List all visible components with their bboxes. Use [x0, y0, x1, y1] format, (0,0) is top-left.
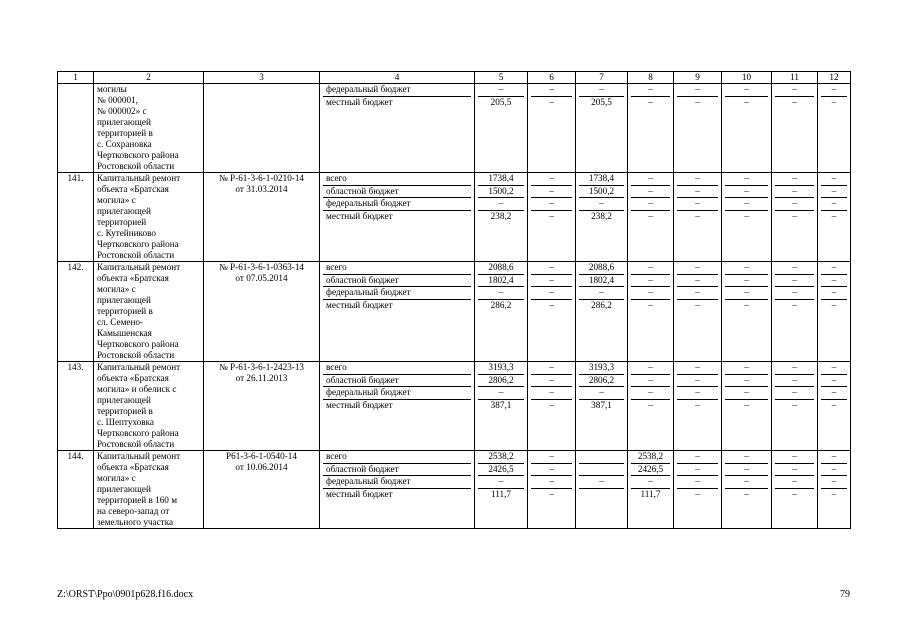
- value-cell: –: [725, 464, 768, 477]
- value-cell: –: [549, 96, 554, 107]
- value-cell: –: [531, 387, 572, 400]
- value-cell: –: [579, 387, 624, 400]
- value-cell: 2538,2: [631, 451, 670, 464]
- value-cell: –: [531, 375, 572, 388]
- value-cell: –: [677, 375, 718, 388]
- value-cell: 2538,2: [478, 451, 524, 464]
- value-cell: –: [792, 399, 797, 410]
- funding-source-label: местный бюджет: [326, 399, 393, 410]
- value-column-5: [475, 173, 528, 262]
- value-cell: –: [531, 173, 572, 186]
- value-column-8: [628, 84, 674, 173]
- value-cell: –: [831, 210, 837, 221]
- value-cell: –: [725, 362, 768, 375]
- value-cell: [579, 464, 624, 477]
- value-cell: –: [775, 375, 814, 388]
- value-cell: –: [549, 488, 554, 499]
- funding-source-label: областной бюджет: [323, 375, 471, 388]
- value-cell: –: [831, 399, 837, 410]
- value-cell: –: [677, 287, 718, 300]
- value-column-11: [772, 362, 818, 451]
- value-cell: –: [831, 488, 837, 499]
- header-row: [58, 72, 851, 84]
- value-column-9: [674, 262, 722, 362]
- value-column-11: [772, 451, 818, 529]
- value-column-5: [475, 451, 528, 529]
- value-cell: –: [831, 96, 837, 107]
- value-cell: –: [775, 275, 814, 288]
- value-cell: –: [725, 275, 768, 288]
- object-name: Капитальный ремонт объекта «Братская могила» с прилегающей территорией в сл. Семено- Камышенская Чертковского района Ростовской области: [94, 262, 204, 362]
- value-column-5: [475, 362, 528, 451]
- value-cell: 2426,5: [478, 464, 524, 477]
- value-cell: –: [725, 198, 768, 211]
- value-cell: 1738,4: [478, 173, 524, 186]
- value-column-10: [722, 451, 772, 529]
- value-cell: 1802,4: [579, 275, 624, 288]
- value-column-12: [818, 262, 851, 362]
- object-name: Капитальный ремонт объекта «Братская могила» с прилегающей территорией в 160 м на северо-запад от земельного участка: [94, 451, 204, 529]
- value-cell: –: [677, 362, 718, 375]
- value-cell: –: [775, 173, 814, 186]
- value-cell: –: [775, 186, 814, 199]
- document-reference: [204, 84, 320, 173]
- document-reference: Р61-3-6-1-0540-14 от 10.06.2014: [204, 451, 320, 529]
- value-column-5: [475, 84, 528, 173]
- value-cell: –: [531, 198, 572, 211]
- value-cell: –: [677, 173, 718, 186]
- value-cell: 387,1: [591, 399, 612, 410]
- object-name: могилы № 000001, № 000002» с прилегающей территорией в с. Сохрановка Чертковского района Ростовской области: [94, 84, 204, 173]
- value-cell: –: [579, 198, 624, 211]
- column-header-11: 11: [772, 72, 818, 84]
- funding-source-label: местный бюджет: [326, 488, 393, 499]
- value-column-11: [772, 84, 818, 173]
- document-reference: № Р-61-3-6-1-2423-13 от 26.11.2013: [204, 362, 320, 451]
- value-cell: –: [549, 299, 554, 310]
- value-column-8: [628, 262, 674, 362]
- value-cell: 205,5: [591, 96, 612, 107]
- column-header-8: 8: [628, 72, 674, 84]
- funding-source-label: местный бюджет: [326, 210, 393, 221]
- value-cell: –: [631, 173, 670, 186]
- value-cell: 286,2: [591, 299, 612, 310]
- value-cell: –: [648, 210, 653, 221]
- funding-sources: [320, 173, 475, 262]
- document-reference: № Р-61-3-6-1-0363-14 от 07.05.2014: [204, 262, 320, 362]
- value-cell: –: [775, 476, 814, 489]
- value-cell: –: [821, 476, 847, 489]
- value-cell: –: [478, 387, 524, 400]
- value-cell: –: [695, 96, 700, 107]
- row-number: 144.: [58, 451, 94, 529]
- value-column-6: [528, 262, 576, 362]
- value-cell: 2088,6: [579, 262, 624, 275]
- value-cell: –: [792, 96, 797, 107]
- value-cell: –: [744, 488, 749, 499]
- value-column-8: [628, 362, 674, 451]
- table-row: [58, 362, 851, 451]
- value-cell: –: [677, 275, 718, 288]
- value-column-11: [772, 173, 818, 262]
- funding-sources: [320, 84, 475, 173]
- value-column-12: [818, 84, 851, 173]
- value-column-10: [722, 84, 772, 173]
- value-cell: –: [775, 387, 814, 400]
- value-cell: –: [677, 451, 718, 464]
- value-cell: –: [744, 399, 749, 410]
- value-cell: 1500,2: [478, 186, 524, 199]
- value-cell: –: [677, 476, 718, 489]
- value-column-6: [528, 362, 576, 451]
- page-number: 79: [840, 589, 850, 600]
- object-name: Капитальный ремонт объекта «Братская могила» с прилегающей территорией с. Кутейниково Чертковского района Ростовской области: [94, 173, 204, 262]
- value-cell: –: [775, 464, 814, 477]
- value-cell: –: [725, 186, 768, 199]
- value-cell: –: [549, 210, 554, 221]
- value-cell: –: [631, 375, 670, 388]
- value-cell: –: [725, 287, 768, 300]
- funding-source-label: федеральный бюджет: [323, 84, 471, 97]
- value-column-12: [818, 173, 851, 262]
- funding-source-label: федеральный бюджет: [323, 476, 471, 489]
- column-header-6: 6: [528, 72, 576, 84]
- value-cell: –: [821, 275, 847, 288]
- value-cell: –: [478, 476, 524, 489]
- value-column-12: [818, 451, 851, 529]
- row-number: 143.: [58, 362, 94, 451]
- value-cell: 2806,2: [579, 375, 624, 388]
- row-number: 142.: [58, 262, 94, 362]
- funding-sources: [320, 262, 475, 362]
- funding-source-label: областной бюджет: [323, 186, 471, 199]
- value-cell: –: [695, 488, 700, 499]
- value-cell: 1802,4: [478, 275, 524, 288]
- value-cell: –: [531, 84, 572, 97]
- value-cell: –: [744, 96, 749, 107]
- value-cell: –: [725, 84, 768, 97]
- funding-source-label: всего: [323, 262, 471, 275]
- value-cell: [579, 489, 624, 501]
- value-cell: –: [725, 387, 768, 400]
- value-cell: –: [531, 186, 572, 199]
- value-cell: –: [792, 488, 797, 499]
- value-cell: –: [677, 387, 718, 400]
- value-cell: –: [531, 287, 572, 300]
- table-row: [58, 262, 851, 362]
- value-column-6: [528, 173, 576, 262]
- value-cell: –: [531, 476, 572, 489]
- row-number: [58, 84, 94, 173]
- value-cell: –: [695, 299, 700, 310]
- value-column-7: [576, 173, 628, 262]
- funding-source-label: областной бюджет: [323, 464, 471, 477]
- value-cell: –: [725, 375, 768, 388]
- value-column-7: [576, 262, 628, 362]
- value-cell: 111,7: [491, 488, 511, 499]
- value-cell: –: [821, 464, 847, 477]
- column-header-10: 10: [722, 72, 772, 84]
- column-header-12: 12: [818, 72, 851, 84]
- value-cell: 111,7: [640, 488, 661, 499]
- column-header-2: 2: [94, 72, 204, 84]
- value-cell: –: [821, 287, 847, 300]
- value-column-9: [674, 362, 722, 451]
- value-cell: –: [531, 464, 572, 477]
- value-cell: –: [631, 387, 670, 400]
- value-column-9: [674, 84, 722, 173]
- value-cell: –: [677, 464, 718, 477]
- value-cell: 3193,3: [579, 362, 624, 375]
- table-row: [58, 84, 851, 173]
- table-row: [58, 173, 851, 262]
- funding-source-label: местный бюджет: [326, 299, 393, 310]
- value-cell: –: [478, 84, 524, 97]
- value-cell: –: [531, 275, 572, 288]
- funding-source-label: местный бюджет: [326, 96, 393, 107]
- value-cell: –: [677, 84, 718, 97]
- value-cell: –: [725, 451, 768, 464]
- value-cell: –: [478, 198, 524, 211]
- value-cell: –: [821, 375, 847, 388]
- value-cell: 205,5: [490, 96, 512, 107]
- value-cell: –: [725, 262, 768, 275]
- value-cell: –: [631, 275, 670, 288]
- value-cell: –: [744, 299, 749, 310]
- value-column-10: [722, 173, 772, 262]
- value-cell: –: [648, 96, 653, 107]
- column-header-5: 5: [475, 72, 528, 84]
- object-name: Капитальный ремонт объекта «Братская могила» и обелиск с прилегающей территорией в с. Шептуховка Чертковского района Ростовской области: [94, 362, 204, 451]
- value-cell: –: [531, 451, 572, 464]
- document-reference: № Р-61-3-6-1-0210-14 от 31.03.2014: [204, 173, 320, 262]
- value-cell: 2088,6: [478, 262, 524, 275]
- value-cell: –: [775, 198, 814, 211]
- value-cell: –: [478, 287, 524, 300]
- value-cell: –: [821, 198, 847, 211]
- column-header-7: 7: [576, 72, 628, 84]
- funding-source-label: федеральный бюджет: [323, 387, 471, 400]
- value-cell: –: [631, 198, 670, 211]
- value-column-12: [818, 362, 851, 451]
- value-cell: –: [821, 262, 847, 275]
- value-cell: 2806,2: [478, 375, 524, 388]
- value-cell: –: [631, 186, 670, 199]
- funding-source-label: всего: [323, 362, 471, 375]
- value-cell: 2426,5: [631, 464, 670, 477]
- value-cell: –: [549, 399, 554, 410]
- funding-source-label: всего: [323, 173, 471, 186]
- row-number: 141.: [58, 173, 94, 262]
- value-column-11: [772, 262, 818, 362]
- value-cell: –: [775, 84, 814, 97]
- value-cell: –: [677, 262, 718, 275]
- value-cell: 286,2: [490, 299, 512, 310]
- value-cell: 1738,4: [579, 173, 624, 186]
- column-header-1: 1: [58, 72, 94, 84]
- value-cell: [579, 451, 624, 464]
- value-column-7: [576, 84, 628, 173]
- funding-sources: [320, 451, 475, 529]
- value-cell: 238,2: [591, 210, 612, 221]
- value-cell: –: [775, 362, 814, 375]
- value-cell: –: [631, 84, 670, 97]
- value-column-8: [628, 173, 674, 262]
- value-cell: –: [744, 210, 749, 221]
- value-cell: –: [775, 262, 814, 275]
- column-header-4: 4: [320, 72, 475, 84]
- value-cell: –: [725, 476, 768, 489]
- value-column-10: [722, 362, 772, 451]
- budget-table: [57, 71, 851, 529]
- value-cell: –: [821, 451, 847, 464]
- value-cell: 1500,2: [579, 186, 624, 199]
- value-column-7: [576, 451, 628, 529]
- value-cell: –: [695, 399, 700, 410]
- funding-source-label: федеральный бюджет: [323, 287, 471, 300]
- value-cell: –: [648, 299, 653, 310]
- value-cell: –: [631, 262, 670, 275]
- value-column-7: [576, 362, 628, 451]
- value-cell: 3193,3: [478, 362, 524, 375]
- value-cell: –: [821, 84, 847, 97]
- value-cell: –: [648, 399, 653, 410]
- value-cell: –: [579, 287, 624, 300]
- value-cell: –: [531, 262, 572, 275]
- value-cell: –: [677, 198, 718, 211]
- funding-source-label: федеральный бюджет: [323, 198, 471, 211]
- value-cell: –: [579, 476, 624, 489]
- value-cell: –: [821, 362, 847, 375]
- column-header-9: 9: [674, 72, 722, 84]
- value-cell: –: [775, 451, 814, 464]
- value-cell: –: [792, 210, 797, 221]
- funding-source-label: областной бюджет: [323, 275, 471, 288]
- value-cell: –: [677, 186, 718, 199]
- value-cell: –: [631, 476, 670, 489]
- value-column-6: [528, 451, 576, 529]
- value-cell: –: [695, 210, 700, 221]
- footer-file-path: Z:\ORST\Ppo\0901p628.f16.docx: [57, 589, 194, 600]
- value-column-8: [628, 451, 674, 529]
- value-cell: –: [821, 186, 847, 199]
- value-column-10: [722, 262, 772, 362]
- value-column-6: [528, 84, 576, 173]
- value-cell: –: [631, 287, 670, 300]
- value-column-5: [475, 262, 528, 362]
- table-row: [58, 451, 851, 529]
- funding-source-label: всего: [323, 451, 471, 464]
- value-cell: –: [725, 173, 768, 186]
- funding-sources: [320, 362, 475, 451]
- value-cell: –: [775, 287, 814, 300]
- value-cell: –: [821, 387, 847, 400]
- value-cell: 387,1: [490, 399, 512, 410]
- value-cell: –: [531, 362, 572, 375]
- value-column-9: [674, 173, 722, 262]
- column-header-3: 3: [204, 72, 320, 84]
- value-cell: –: [631, 362, 670, 375]
- value-cell: –: [792, 299, 797, 310]
- value-cell: –: [831, 299, 837, 310]
- value-cell: –: [579, 84, 624, 97]
- value-column-9: [674, 451, 722, 529]
- value-cell: 238,2: [490, 210, 512, 221]
- value-cell: –: [821, 173, 847, 186]
